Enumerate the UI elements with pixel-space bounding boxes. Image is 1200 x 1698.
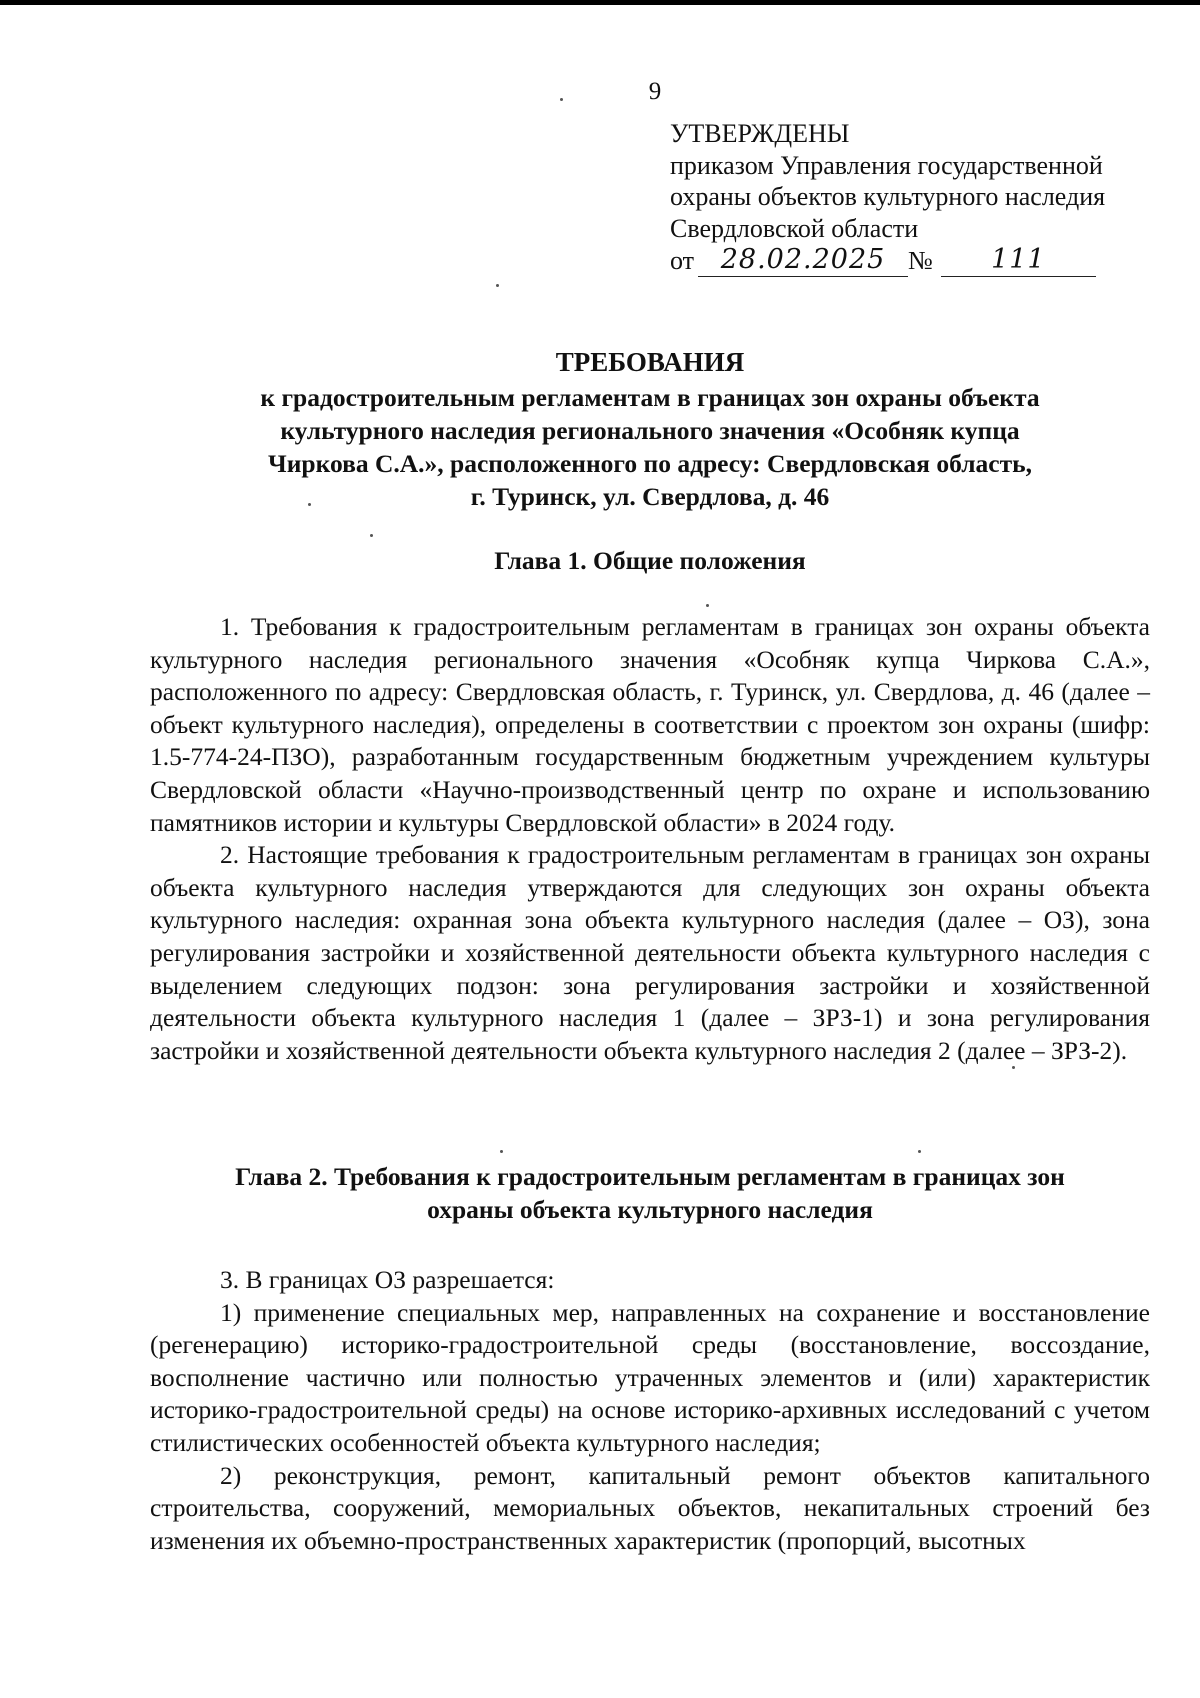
handwritten-date: 28.02.2025 [698, 244, 908, 277]
chapter-1-heading: Глава 1. Общие положения [494, 546, 806, 575]
paragraph: 2. Настоящие требования к градостроительным регламентам в границах зон охраны объекта культурного наследия утверждаются для следующих зон охраны объекта культурного наследия: охранная зона объекта культурного наследия (далее – ОЗ), зона регулирования застройки и хозяйственной деятельности объекта культурного наследия с выделением следующих подзон: зона регулирования застройки и хозяйственной деятельности объекта культурного наследия 1 (далее – ЗРЗ-1) и зона регулирования застройки и хозяйственной деятельности объекта культурного наследия 2 (далее – ЗРЗ-2). [150, 840, 1150, 1065]
title-subtitle-line: культурного наследия регионального значения «Особняк купца [280, 416, 1020, 445]
approval-block [670, 118, 1170, 277]
handwritten-number: 111 [941, 244, 1096, 277]
scan-speck [918, 1150, 921, 1153]
scan-speck [500, 1150, 503, 1153]
approval-line-1: приказом Управления государственной [670, 150, 1103, 180]
scan-top-border [0, 0, 1200, 5]
page-number: 9 [648, 78, 662, 105]
scan-speck [496, 284, 499, 287]
approval-date-row [670, 244, 1170, 277]
approval-line-2: охраны объектов культурного наследия [670, 182, 1106, 211]
paragraph: 2) реконструкция, ремонт, капитальный ремонт объектов капитального строительства, сооружений, мемориальных объектов, некапитальных строений без изменения их объемно-пространственных характеристик (пропорций, высотных [150, 1460, 1150, 1555]
scan-speck [370, 534, 373, 537]
chapter-2-heading [150, 1160, 1150, 1226]
approval-line-3: Свердловской области [670, 213, 919, 243]
chapter-1-body [150, 611, 1150, 1067]
title-subtitle-line: к градостроительным регламентам в границах зон охраны объекта [260, 383, 1040, 412]
number-label: № [908, 246, 933, 275]
paragraph: 3. В границах ОЗ разрешается: [220, 1265, 555, 1294]
title-subtitle-line: Чиркова С.А.», расположенного по адресу: Свердловская область, [268, 449, 1032, 478]
paragraph: 1) применение специальных мер, направленных на сохранение и восстановление (регенерацию) историко-градостроительной среды (восстановление, воссоздание, восполнение частично или полностью утраченных элементов и (или) характеристик историко-градостроительной среды) на основе историко-архивных исследований с учетом стилистических особенностей объекта культурного наследия; [150, 1297, 1150, 1457]
chapter-2-heading-line: Глава 2. Требования к градостроительным регламентам в границах зон [235, 1162, 1065, 1191]
document-title [150, 346, 1150, 513]
scan-speck [706, 604, 709, 607]
approval-heading: УТВЕРЖДЕНЫ [670, 119, 850, 148]
scan-speck [1012, 1066, 1015, 1069]
scan-speck [560, 98, 563, 101]
date-prefix: от [670, 246, 695, 275]
chapter-2-heading-line: охраны объекта культурного наследия [427, 1195, 873, 1224]
paragraph: 1. Требования к градостроительным регламентам в границах зон охраны объекта культурного наследия регионального значения «Особняк купца Чиркова С.А.», расположенного по адресу: Свердловская область, г. Туринск, ул. Свердлова, д. 46 (далее – объект культурного наследия), определены в соответствии с проектом зон охраны (шифр: 1.5-774-24-ПЗО), разработанным государственным бюджетным учреждением культуры Свердловской области «Научно-производственный центр по охране и использованию памятников истории и культуры Свердловской области» в 2024 году. [150, 612, 1150, 837]
scan-speck [308, 503, 311, 506]
title-subtitle-line: г. Туринск, ул. Свердлова, д. 46 [470, 482, 830, 511]
chapter-2-body [150, 1264, 1150, 1557]
title-main: ТРЕБОВАНИЯ [555, 347, 745, 377]
